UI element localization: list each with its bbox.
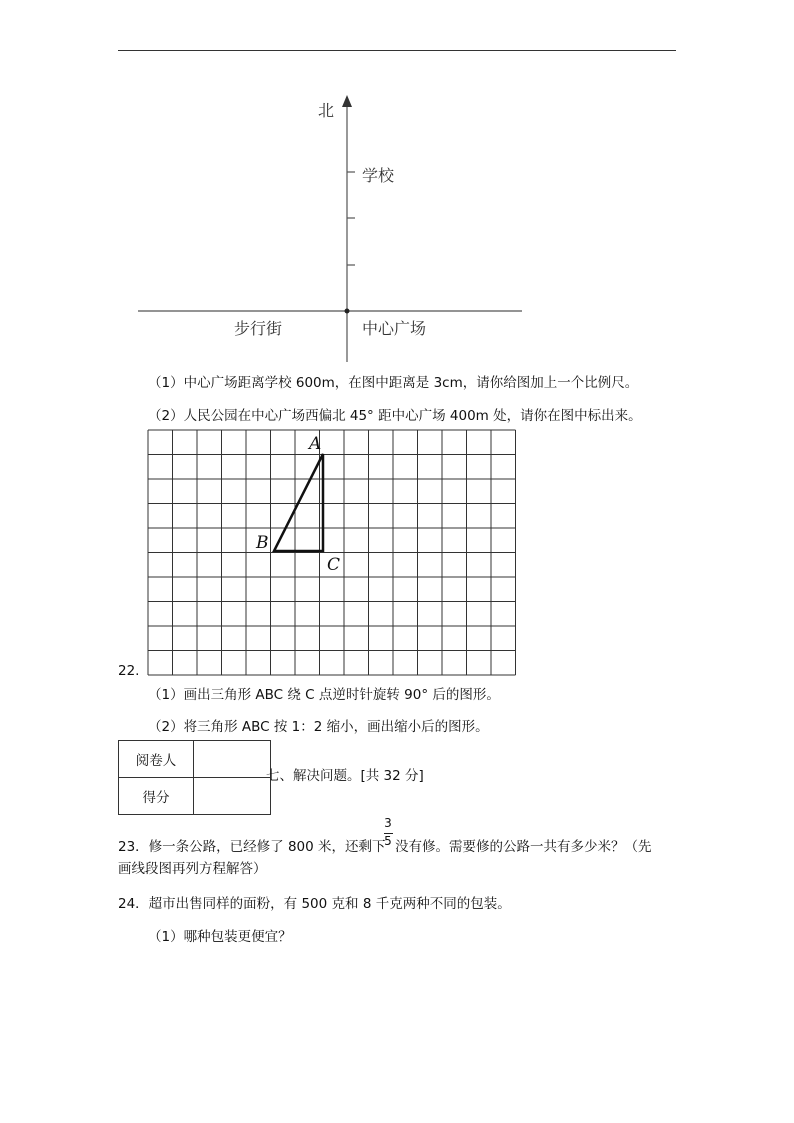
vertex-a-label: A	[309, 434, 322, 454]
street-label: 步行街	[234, 319, 283, 338]
q24-stem: 24．超市出售同样的面粉，有 500 克和 8 千克两种不同的包装。	[118, 896, 511, 912]
vertex-b-label: B	[256, 533, 269, 553]
reviewer-cell[interactable]	[194, 741, 271, 778]
plaza-label: 中心广场	[362, 319, 427, 338]
score-label: 得分	[119, 778, 194, 815]
q24-part1: （1）哪种包装更便宜？	[148, 929, 292, 945]
triangle-abc	[274, 454, 323, 551]
section7-title: 七、解决问题。[共 32 分]	[266, 768, 424, 784]
q23-line2: 画线段图再列方程解答）	[118, 861, 267, 877]
q22-number: 22.	[118, 663, 140, 679]
q21-part2: （2）人民公园在中心广场西偏北 45° 距中心广场 400m 处，请你在图中标出来。	[148, 408, 642, 424]
score-box	[118, 740, 271, 815]
fraction-denominator: 5	[384, 834, 392, 848]
q22-part2: （2）将三角形 ABC 按 1：2 缩小，画出缩小后的图形。	[148, 719, 489, 735]
grid-lines	[148, 430, 516, 675]
q21-part1: （1）中心广场距离学校 600m，在图中距离是 3cm，请你给图加上一个比例尺。	[148, 375, 639, 391]
fraction-numerator: 3	[384, 816, 392, 830]
q23-line1-prefix: 23．修一条公路，已经修了 800 米，还剩下	[118, 839, 386, 855]
north-label: 北	[318, 101, 335, 120]
q22-part1: （1）画出三角形 ABC 绕 C 点逆时针旋转 90° 后的图形。	[148, 687, 500, 703]
school-label: 学校	[362, 166, 395, 185]
score-cell[interactable]	[194, 778, 271, 815]
vertex-c-label: C	[327, 555, 341, 575]
q23-line1-suffix: 没有修。需要修的公路一共有多少米？（先	[395, 839, 652, 855]
reviewer-label: 阅卷人	[119, 741, 194, 778]
